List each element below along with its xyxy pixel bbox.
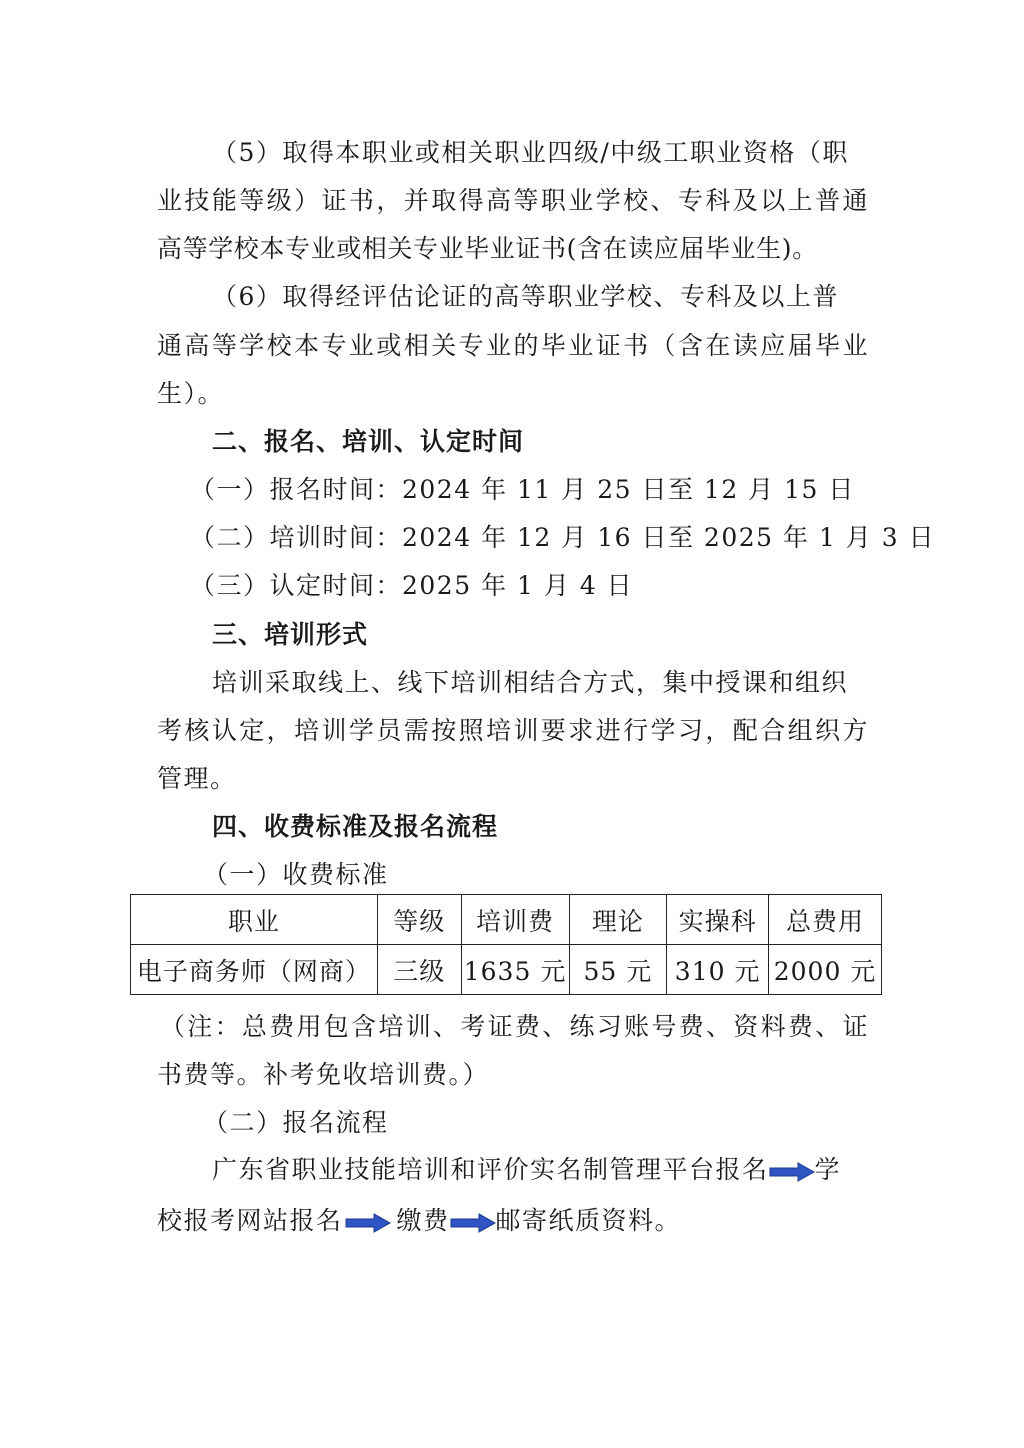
header-practical: 实操科 [667, 895, 769, 945]
header-level: 等级 [377, 895, 461, 945]
section2-heading: 二、报名、培训、认定时间 [212, 427, 525, 456]
fee-note-line1: （注：总费用包含培训、考证费、练习账号费、资料费、证 [160, 1012, 869, 1041]
header-occupation: 职业 [131, 895, 378, 945]
cell-practical: 310 元 [667, 945, 769, 995]
right-arrow-icon [769, 1161, 815, 1183]
item5-line2: 业技能等级）证书，并取得高等职业学校、专科及以上普通 [157, 186, 869, 215]
training-time: （二）培训时间：2024 年 12 月 16 日至 2025 年 1 月 3 日 [190, 523, 936, 552]
item6-line1: （6）取得经评估论证的高等职业学校、专科及以上普 [212, 282, 839, 311]
fee-note-line2: 书费等。补考免收培训费。） [157, 1060, 490, 1089]
fee-subheading: （一）收费标准 [203, 860, 389, 889]
item5-line1: （5）取得本职业或相关职业四级/中级工职业资格（职 [212, 138, 849, 167]
cell-theory: 55 元 [569, 945, 667, 995]
section4-heading: 四、收费标准及报名流程 [212, 812, 499, 841]
signup-time: （一）报名时间：2024 年 11 月 25 日至 12 月 15 日 [190, 475, 855, 504]
process-step-mail: 邮寄纸质资料。 [495, 1206, 682, 1235]
section3-line2: 考核认定，培训学员需按照培训要求进行学习，配合组织方 [157, 716, 869, 745]
header-training-fee: 培训费 [461, 895, 569, 945]
fee-table [130, 894, 882, 995]
header-theory: 理论 [569, 895, 667, 945]
cell-occupation: 电子商务师（网商） [131, 945, 378, 995]
section3-line1: 培训采取线上、线下培训相结合方式，集中授课和组织 [212, 668, 849, 697]
item6-line3: 生）。 [157, 379, 225, 408]
right-arrow-icon [345, 1212, 391, 1234]
process-step-platform: 广东省职业技能培训和评价实名制管理平台报名 [212, 1155, 769, 1184]
cell-level: 三级 [377, 945, 461, 995]
process-step-school-part1: 学 [814, 1155, 842, 1184]
table-row [131, 945, 882, 995]
section3-line3: 管理。 [157, 764, 237, 793]
cell-training-fee: 1635 元 [461, 945, 569, 995]
process-step-school-part2: 校报考网站报名 [157, 1206, 343, 1235]
item6-line2: 通高等学校本专业或相关专业的毕业证书（含在读应届毕业 [157, 331, 869, 360]
certify-time: （三）认定时间：2025 年 1 月 4 日 [190, 571, 634, 600]
item5-line3: 高等学校本专业或相关专业毕业证书(含在读应届毕业生)。 [157, 234, 818, 263]
process-line2 [157, 1204, 869, 1238]
header-total-fee: 总费用 [769, 895, 882, 945]
right-arrow-icon [450, 1212, 496, 1234]
process-line1 [212, 1153, 869, 1187]
process-subheading: （二）报名流程 [203, 1108, 389, 1137]
section3-heading: 三、培训形式 [212, 620, 369, 649]
cell-total-fee: 2000 元 [769, 945, 882, 995]
process-step-payment: 缴费 [396, 1206, 450, 1235]
fee-table-header-row [131, 895, 882, 945]
